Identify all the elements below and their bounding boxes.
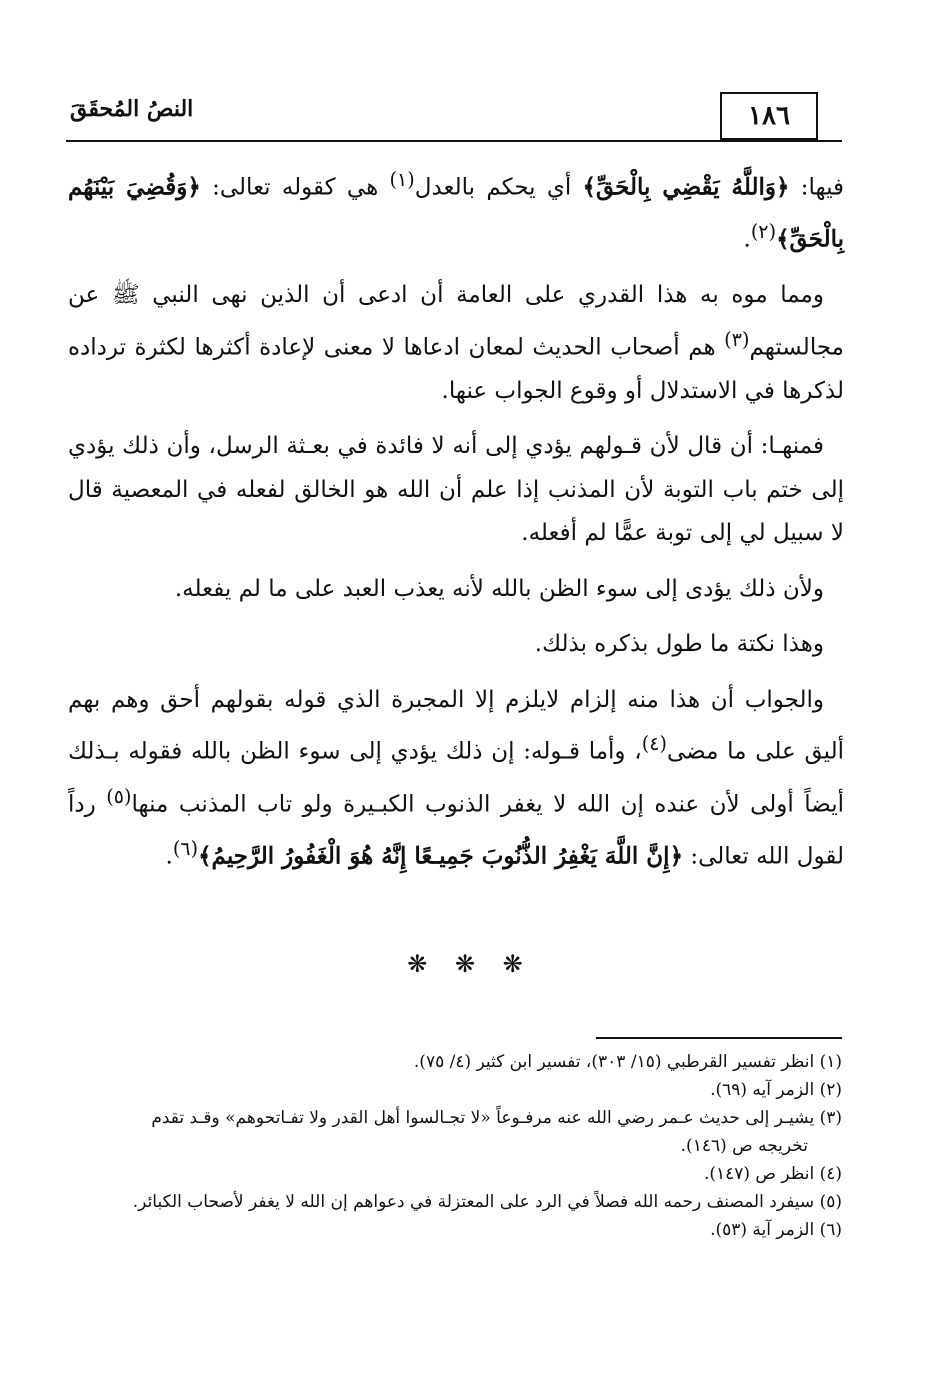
footnote-item <box>68 1076 842 1104</box>
footnote-number: (٤) <box>819 1164 842 1184</box>
paragraph-1 <box>68 158 844 262</box>
footnote-item <box>68 1104 842 1160</box>
footnote-number: (١) <box>819 1052 842 1072</box>
footnote-text: الزمر آيه (٦٩). <box>710 1080 815 1100</box>
paragraph-3: فمنهـا: أن قال لأن قـولهم يؤدي إلى أنه لا فائدة في بعـثة الرسل، وأن ذلك يؤدي إلى ختم باب التوبة لأن المذنب إذا علم أن الله هو الخالق لفعله في المعصية قال لا سبيل لي إلى توبة عمًّا لم أفعله. <box>68 433 844 547</box>
footnote-text: الزمر آية (٥٣). <box>710 1220 815 1240</box>
footnote-text: سيفرد المصنف رحمه الله فصلاً في الرد على المعتزلة في دعواهم إن الله لا يغفر لأصحاب الكبائر. <box>132 1192 815 1212</box>
footnotes <box>68 1048 842 1244</box>
paragraph-6 <box>68 679 844 879</box>
text-run: ، وأما قـوله: إن ذلك يؤدي إلى سوء الظن بالله فقوله بـذلك أيضاً أولى لأن عنده إن الله لا يغفر الذنوب الكبـيرة ولو تاب المذنب منها <box>68 739 844 818</box>
main-text <box>68 158 844 891</box>
text-run: . <box>165 843 173 870</box>
quran-quote: ﴿إِنَّ اللَّهَ يَغْفِرُ الذُّنُوبَ جَمِيـعًا إِنَّهُ هُوَ الْغَفُورُ الرَّحِيمُ﴾ <box>198 842 684 870</box>
footnote-ref: (٢) <box>750 220 777 244</box>
footnote-ref: (٣) <box>724 327 750 351</box>
footnote-continuation: تخريجه ص (١٤٦). <box>680 1136 808 1156</box>
footnote-number: (٦) <box>819 1220 842 1240</box>
paragraph-2 <box>68 274 844 413</box>
footnote-ref: (٤) <box>641 732 667 756</box>
text-run: أي يحكم بالعدل <box>414 174 583 201</box>
paragraph-4: ولأن ذلك يؤدى إلى سوء الظن بالله لأنه يعذب العبد على ما لم يفعله. <box>174 575 824 602</box>
footnote-item <box>68 1188 842 1216</box>
footnote-ref: (١) <box>389 168 415 191</box>
header-divider <box>66 140 842 142</box>
text-run: رداً لقول الله تعالى: <box>68 791 844 870</box>
section-separator-stars: ❋ ❋ ❋ <box>407 950 533 978</box>
text-run: هم أصحاب الحديث لمعان ادعاها لا معنى لإعادة أكثرها لكثرة ترداده لذكرها في الاستدلال أو وقوع الجواب عنها. <box>68 334 844 404</box>
text-run: هي كقوله تعالى: <box>200 174 390 201</box>
page-number: ١٨٦ <box>720 92 818 140</box>
footnote-item <box>68 1216 842 1244</box>
text-run: . <box>743 226 751 253</box>
footnote-number: (٣) <box>819 1108 842 1128</box>
footnote-text: انظر ص (١٤٧). <box>703 1164 815 1184</box>
footnote-divider <box>596 1037 842 1039</box>
footnote-ref: (٦) <box>172 836 199 860</box>
text-run: ومما موه به هذا القدري على العامة أن ادعى أن الذين نهى النبي ﷺ عن مجالستهم <box>68 282 844 361</box>
footnote-item <box>68 1160 842 1188</box>
quran-quote: ﴿وَاللَّهُ يَقْضِي بِالْحَقِّ﴾ <box>582 173 790 201</box>
footnote-number: (٥) <box>819 1192 842 1212</box>
quran-quote: ﴿وَقُضِيَ بَيْنَهُم بِالْحَقِّ﴾ <box>68 173 844 253</box>
paragraph-5: وهذا نكتة ما طول بذكره بذلك. <box>534 631 824 658</box>
footnote-text: يشيـر إلى حديث عـمر رضي الله عنه مرفـوعاً «لا تجـالسوا أهل القدر ولا تفـاتحوهم» وقـد تقدم <box>151 1108 815 1128</box>
footnote-ref: (٥) <box>106 784 132 808</box>
text-run: فيها: <box>789 174 845 201</box>
text-run: والجواب أن هذا منه إلزام لايلزم إلا المجبرة الذي قوله بقولهم أحق وهم بهم أليق على ما مضى <box>68 686 844 766</box>
running-header-title: النصُ المُحقَقَ <box>70 96 194 122</box>
footnote-text: انظر تفسير القرطبي (١٥/ ٣٠٣)، تفسير ابن كثير (٤/ ٧٥). <box>413 1052 815 1072</box>
footnote-number: (٢) <box>819 1080 842 1100</box>
footnote-item <box>68 1048 842 1076</box>
